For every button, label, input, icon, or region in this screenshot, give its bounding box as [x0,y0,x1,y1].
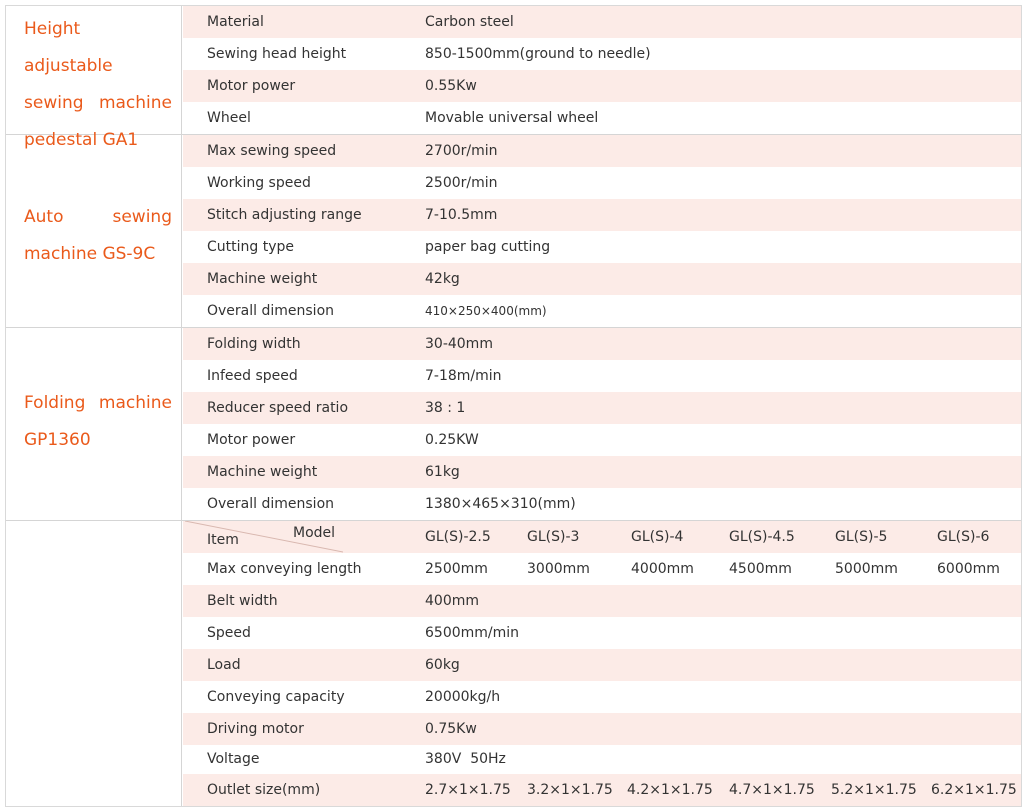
row-key: Max sewing speed [207,143,337,159]
row-value: 400mm [425,593,479,609]
row-key: Voltage [207,751,260,767]
table-row [183,713,1021,745]
row-value: 6000mm [937,561,1000,577]
row-value: 5000mm [835,561,898,577]
model-name: GL(S)-4 [631,529,684,545]
table-row [183,167,1021,199]
row-value: 4500mm [729,561,792,577]
row-key: Sewing head height [207,46,347,62]
section-conveyor [6,521,1021,806]
section-title: Auto sewing machine GS-9C [24,207,172,264]
row-key: Driving motor [207,721,304,737]
row-value: 0.25KW [425,432,479,448]
row-key: Wheel [207,110,251,126]
row-key: Max conveying length [207,561,362,577]
spec-rows [183,521,1021,806]
row-value: Movable universal wheel [425,110,599,126]
row-key: Working speed [207,175,311,191]
row-value: 380V 50Hz [425,751,506,767]
spec-rows [183,328,1021,520]
table-row [183,774,1021,806]
row-key: Conveying capacity [207,689,345,705]
section-label-cell [6,6,182,150]
row-key: Overall dimension [207,496,335,512]
row-value: 2500r/min [425,175,498,191]
section-gp1360 [6,328,1021,521]
row-value: Carbon steel [425,14,514,30]
row-key: Machine weight [207,464,318,480]
table-row [183,585,1021,617]
model-header-row [183,521,1021,553]
row-key: Stitch adjusting range [207,207,362,223]
table-row [183,553,1021,585]
model-header: Model [293,525,336,541]
row-value: 7-18m/min [425,368,502,384]
spec-rows [183,135,1021,327]
table-row [183,392,1021,424]
section-label-cell [6,328,182,520]
spec-table [5,5,1022,807]
table-row [183,135,1021,167]
model-name: GL(S)-2.5 [425,529,491,545]
row-value: 5.2×1×1.75 [831,782,917,798]
table-row [183,745,1021,774]
table-row [183,456,1021,488]
row-value: 2500mm [425,561,488,577]
row-key: Material [207,14,264,30]
table-row [183,328,1021,360]
spec-rows [183,6,1021,134]
row-value: 6.2×1×1.75 [931,782,1017,798]
model-name: GL(S)-6 [937,529,990,545]
row-key: Belt width [207,593,278,609]
table-row [183,70,1021,102]
row-value: 20000kg/h [425,689,501,705]
row-value: paper bag cutting [425,239,551,255]
row-value: 4.7×1×1.75 [729,782,815,798]
row-key: Cutting type [207,239,295,255]
row-value: 38 : 1 [425,400,466,416]
row-value: 0.55Kw [425,78,477,94]
row-value: 1380×465×310(mm) [425,496,576,512]
item-header: Item [207,532,239,548]
row-value: 2.7×1×1.75 [425,782,511,798]
section-ga1 [6,6,1021,150]
section-label-cell [6,521,182,806]
row-key: Reducer speed ratio [207,400,349,416]
table-row [183,199,1021,231]
section-gs9c [6,135,1021,328]
row-value: 2700r/min [425,143,498,159]
table-row [183,681,1021,713]
table-row [183,263,1021,295]
section-title: Height adjustable sewing machine pedestal GA1 [24,19,172,150]
row-value: 0.75Kw [425,721,477,737]
table-row [183,38,1021,70]
row-key: Folding width [207,336,301,352]
row-value: 42kg [425,271,460,287]
table-row [183,295,1021,327]
row-value: 30-40mm [425,336,493,352]
row-value: 850-1500mm(ground to needle) [425,46,651,62]
row-key: Overall dimension [207,303,335,319]
table-row [183,231,1021,263]
table-row [183,102,1021,134]
section-label-cell [6,135,182,327]
row-value: 410×250×400(mm) [425,304,547,318]
row-value: 7-10.5mm [425,207,498,223]
row-key: Machine weight [207,271,318,287]
model-name: GL(S)-3 [527,529,580,545]
model-name: GL(S)-5 [835,529,888,545]
table-row [183,6,1021,38]
row-value: 61kg [425,464,460,480]
section-title: Folding machine GP1360 [24,393,172,450]
table-row [183,617,1021,649]
table-row [183,649,1021,681]
row-value: 4000mm [631,561,694,577]
table-row [183,488,1021,520]
row-key: Outlet size(mm) [207,782,321,798]
row-value: 6500mm/min [425,625,520,641]
row-key: Motor power [207,78,296,94]
table-row [183,360,1021,392]
row-value: 3.2×1×1.75 [527,782,613,798]
table-row [183,424,1021,456]
row-value: 60kg [425,657,460,673]
row-key: Motor power [207,432,296,448]
row-key: Load [207,657,241,673]
model-name: GL(S)-4.5 [729,529,795,545]
row-key: Speed [207,625,251,641]
row-value: 4.2×1×1.75 [627,782,713,798]
row-key: Infeed speed [207,368,298,384]
row-value: 3000mm [527,561,590,577]
